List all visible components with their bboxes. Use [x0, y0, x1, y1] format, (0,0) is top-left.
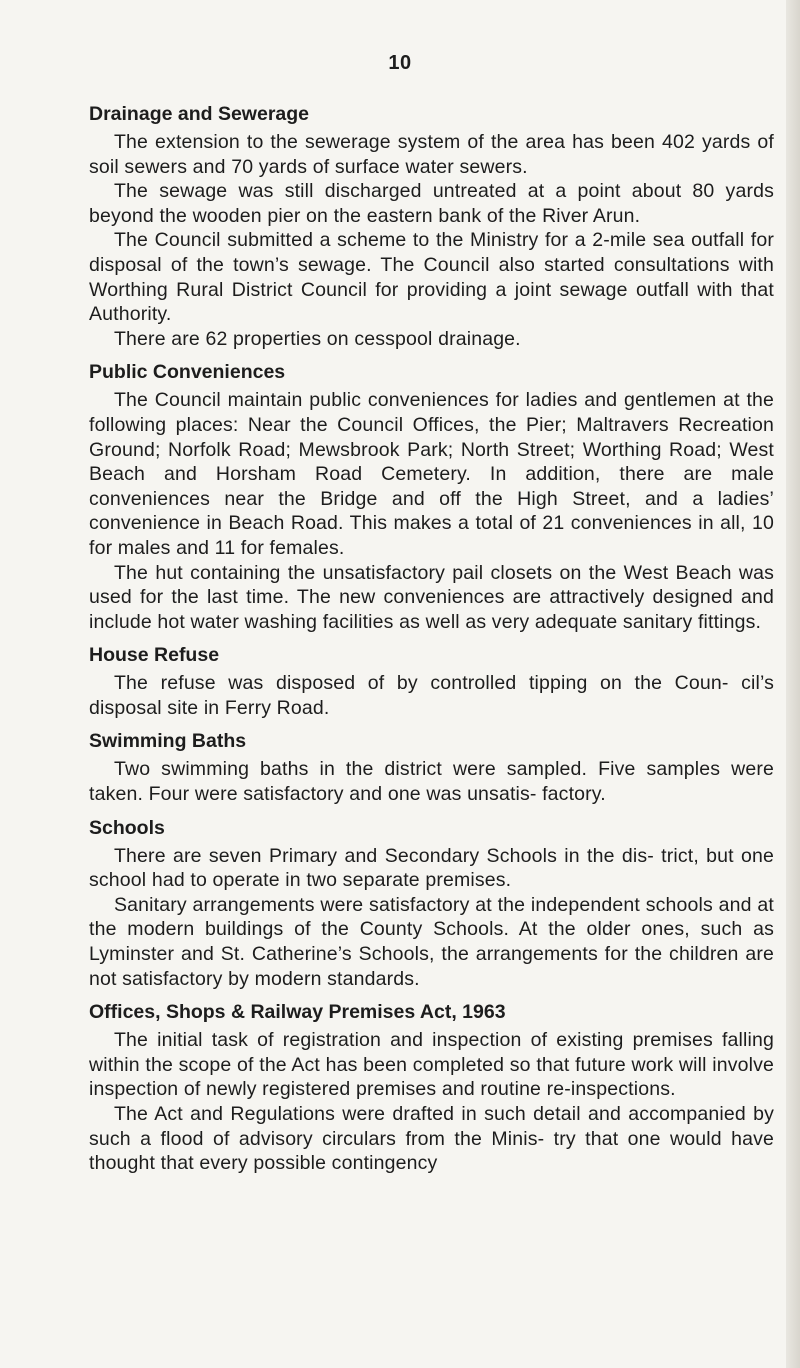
section-heading: Drainage and Sewerage [89, 103, 310, 125]
section-heading: House Refuse [89, 644, 220, 667]
section-drainage [89, 100, 774, 351]
paragraph: There are seven Primary and Secondary Schools in the dis- trict, but one school had to operate in two separate premises. [89, 844, 774, 892]
section-schools [89, 814, 774, 992]
section-heading: Swimming Baths [89, 730, 247, 753]
section-offices-shops-railway [89, 998, 774, 1176]
section-heading: Public Conveniences [89, 361, 286, 384]
section-house-refuse [89, 641, 774, 720]
paragraph: Two swimming baths in the district were sampled. Five samples were taken. Four were satisfactory and one was unsatis- factory. [89, 758, 774, 806]
page-edge-shadow [786, 0, 800, 1368]
page-number: 10 [388, 52, 412, 74]
paragraph: The Council maintain public conveniences for ladies and gentlemen at the following places: Near the Council Offices, the Pier; Maltravers Recreation Ground; Norfolk Road; Mewsbrook Park; North Street; Worthing Road; West Beach and Horsham Road Cemetery. In addition, there are male conveniences near the Bridge and off the High Street, and a ladies’ convenience in Beach Road. This makes a total of 21 conveniences in all, 10 for males and 11 for females. [89, 389, 774, 559]
paragraph: The sewage was still discharged untreated at a point about 80 yards beyond the wooden pier on the eastern bank of the River Arun. [89, 180, 774, 227]
paragraph: The Act and Regulations were drafted in such detail and accompanied by such a flood of advisory circulars from the Minis- try that one would have thought that every possible contingency [89, 1103, 774, 1175]
section-heading: Schools [89, 816, 165, 839]
section-public-conveniences [89, 358, 774, 634]
paragraph: Sanitary arrangements were satisfactory at the independent schools and at the modern buildings of the County Schools. At the older ones, such as Lyminster and St. Catherine’s Schools, the arrangements for the children are not satisfactory by modern standards. [89, 893, 774, 990]
paragraph: The Council submitted a scheme to the Ministry for a 2-mile sea outfall for disposal of the town’s sewage. The Council also started consultations with Worthing Rural District Council for providing a joint sewage outfall with that Authority. [89, 229, 774, 326]
paragraph: The initial task of registration and inspection of existing premises falling within the scope of the Act has been completed so that future work will involve inspection of newly registered premises and routine re-inspections. [89, 1029, 774, 1101]
page-body [89, 100, 774, 1183]
paragraph: The refuse was disposed of by controlled tipping on the Coun- cil’s disposal site in Ferry Road. [89, 672, 774, 719]
paragraph: The extension to the sewerage system of the area has been 402 yards of soil sewers and 70 yards of surface water sewers. [89, 131, 774, 178]
paragraph: The hut containing the unsatisfactory pail closets on the West Beach was used for the last time. The new conveniences are attractively designed and include hot water washing facilities as well as very adequate sanitary fittings. [89, 561, 774, 633]
paragraph: There are 62 properties on cesspool drainage. [114, 327, 521, 350]
section-heading: Offices, Shops & Railway Premises Act, 1963 [89, 1001, 506, 1024]
section-swimming-baths [89, 727, 774, 806]
